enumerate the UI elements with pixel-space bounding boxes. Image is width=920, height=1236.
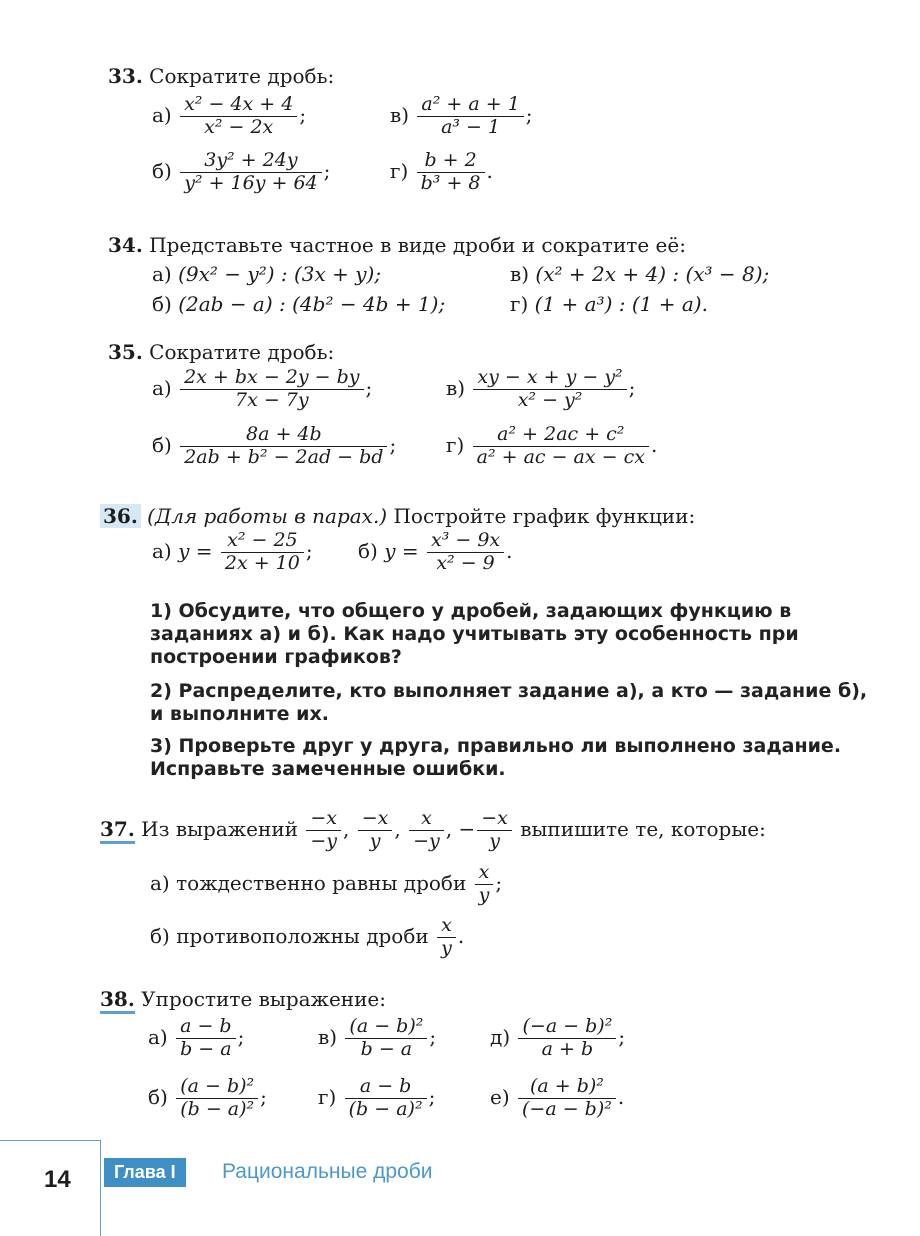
ex35-number: 35.	[108, 340, 143, 364]
item-label: б)	[152, 158, 172, 183]
item-label: е)	[490, 1084, 510, 1109]
punct: .	[617, 1084, 625, 1109]
ex36-task-2: 2) Распределите, кто выполняет задание а), а кто — задание б), и выполните их.	[150, 680, 868, 726]
fraction: $\frac{x}{y}$	[437, 915, 456, 960]
ex36-item-b	[358, 530, 512, 575]
ex37-number: 37.	[100, 817, 135, 844]
item-label: б)	[358, 538, 378, 563]
punct: .	[457, 923, 465, 948]
ex33-title: Сократите дробь:	[149, 64, 335, 88]
punct: ;	[237, 1024, 245, 1049]
item-label: в)	[510, 262, 530, 286]
item-label: г)	[318, 1084, 337, 1109]
item-label: а)	[152, 538, 172, 563]
item-label: б)	[152, 292, 172, 316]
punct: ,	[343, 816, 350, 841]
punct: ,	[445, 816, 453, 841]
ex38-item-d	[490, 1016, 625, 1061]
ex34-item-a	[152, 262, 381, 286]
punct: ;	[429, 1024, 437, 1049]
ex34-item-v	[510, 262, 769, 286]
item-label: а)	[150, 870, 170, 895]
chapter-title: Рациональные дроби	[222, 1160, 433, 1183]
punct: .	[650, 432, 658, 457]
ex36-item-a	[152, 530, 313, 575]
ex34-title: Представьте частное в виде дроби и сократите её:	[149, 233, 686, 257]
fraction: $\frac{8a + 4b}{\text{2ab + b² − 2ad − bd}}$	[180, 424, 387, 469]
ex37-item-a	[150, 862, 502, 907]
ex34-header	[108, 233, 686, 257]
punct: ;	[618, 1024, 626, 1049]
ex33-item-v	[390, 94, 533, 139]
ex34-item-g	[510, 292, 708, 316]
ex38-item-v	[318, 1016, 436, 1061]
punct: ;	[365, 375, 373, 400]
expression: (1 + a³) : (1 + a).	[534, 292, 708, 316]
fraction: $\frac{a - b}{\text{(b − a)²}}$	[345, 1076, 427, 1121]
ex35-item-b	[152, 424, 396, 469]
item-label: в)	[446, 375, 466, 400]
ex38-item-a	[148, 1016, 244, 1061]
punct: .	[506, 538, 513, 563]
punct: ;	[323, 158, 331, 183]
punct: ;	[389, 432, 397, 457]
expression: (2ab − a) : (4b² − 4b + 1);	[178, 292, 446, 316]
ex34-number: 34.	[108, 233, 143, 257]
item-label: д)	[490, 1024, 511, 1049]
item-label: в)	[318, 1024, 338, 1049]
punct: ;	[260, 1084, 267, 1109]
ex33-item-g	[390, 150, 493, 195]
fraction: $\frac{\text{(a + b)²}}{\text{(−a − b)²}}$	[518, 1076, 616, 1121]
punct: ;	[495, 870, 503, 895]
fraction: $\frac{\text{3y² + 24y}}{\text{y² + 16y + 64}}$	[180, 150, 321, 195]
fraction: $\frac{\text{x² − 25}}{2x + 10}$	[221, 530, 304, 575]
ex33-header	[108, 64, 334, 88]
fraction: $\frac{a - b}{b - a}$	[176, 1016, 236, 1061]
fraction: $\frac{-x}{y}$	[477, 808, 512, 853]
fraction: $\frac{\text{a² + 2ac + c²}}{\text{a² + ac − ax − cx}}$	[473, 424, 649, 469]
ex38-item-b	[148, 1076, 267, 1121]
item-label: а)	[148, 1024, 168, 1049]
punct: ;	[428, 1084, 436, 1109]
fraction: $\frac{b + 2}{\text{b³ + 8}}$	[417, 150, 485, 195]
ex36-header	[100, 504, 695, 528]
item-label: а)	[152, 102, 172, 127]
fraction: $\frac{\text{(−a − b)²}}{a + b}$	[518, 1016, 616, 1061]
ex33-number: 33.	[108, 64, 143, 88]
ex35-item-g	[446, 424, 657, 469]
item-label: б)	[152, 432, 172, 457]
ex38-number: 38.	[100, 987, 135, 1014]
expression: (x² + 2x + 4) : (x³ − 8);	[535, 262, 770, 286]
punct: .	[486, 158, 493, 183]
fraction: $\frac{x}{y}$	[475, 862, 494, 907]
ex36-note: (Для работы в парах.)	[147, 504, 388, 528]
item-label: б)	[150, 923, 170, 948]
fraction: $\frac{-x}{-y}$	[306, 808, 341, 853]
fraction: $\frac{2x + bx - 2y - by}{7x - 7y}$	[180, 367, 363, 412]
ex35-title: Сократите дробь:	[149, 340, 335, 364]
ex35-item-v	[446, 367, 635, 412]
fraction: $\frac{\text{x³ − 9x}}{\text{x² − 9}}$	[427, 530, 504, 575]
ex38-item-g	[318, 1076, 435, 1121]
page-number: 14	[44, 1166, 71, 1193]
ex37-item-b	[150, 915, 464, 960]
item-label: б)	[148, 1084, 168, 1109]
item-label: а)	[152, 262, 172, 286]
ex36-title: Постройте график функции:	[393, 504, 696, 528]
item-text: противоположны дроби	[176, 923, 429, 948]
ex36-task-1: 1) Обсудите, что общего у дробей, задающих функцию в заданиях а) и б). Как надо учитывать эту особенность при построении графиков?	[150, 600, 799, 669]
fraction: $\frac{\text{a² + a + 1}}{\text{a³ − 1}}$	[417, 94, 523, 139]
fraction: $\frac{\text{xy − x + y − y²}}{\text{x² − y²}}$	[473, 367, 626, 412]
item-label: в)	[390, 102, 410, 127]
punct: ;	[305, 538, 313, 563]
ex38-item-e	[490, 1076, 624, 1121]
chapter-badge: Глава I	[104, 1158, 186, 1187]
ex35-header	[108, 340, 334, 364]
ex37-outro: выпишите те, которые:	[520, 816, 766, 841]
ex33-item-a	[152, 94, 306, 139]
ex37-line	[100, 808, 766, 853]
fraction: $\frac{\text{(a − b)²}}{\text{(b − a)²}}$	[176, 1076, 258, 1121]
fraction: $\frac{-x}{y}$	[358, 808, 393, 853]
item-label: г)	[390, 158, 409, 183]
item-label: г)	[510, 292, 529, 316]
ex37-intro: Из выражений	[141, 816, 298, 841]
item-text: тождественно равны дроби	[176, 870, 467, 895]
item-label: г)	[446, 432, 465, 457]
minus-sign: −	[458, 816, 476, 841]
expression: (9x² − y²) : (3x + y);	[178, 262, 382, 286]
lhs: y =	[384, 538, 419, 563]
fraction: $\frac{\text{x² − 4x + 4}}{\text{x² − 2x}}$	[180, 94, 297, 139]
item-label: а)	[152, 375, 172, 400]
ex38-header	[100, 987, 386, 1011]
lhs: y =	[178, 538, 213, 563]
fraction: $\frac{x}{-y}$	[409, 808, 444, 853]
punct: ;	[525, 102, 533, 127]
punct: ;	[628, 375, 636, 400]
punct: ,	[394, 816, 401, 841]
ex35-item-a	[152, 367, 372, 412]
punct: ;	[299, 102, 307, 127]
ex33-item-b	[152, 150, 330, 195]
ex34-item-b	[152, 292, 445, 316]
fraction: $\frac{\text{(a − b)²}}{b - a}$	[345, 1016, 427, 1061]
ex36-task-3: 3) Проверьте друг у друга, правильно ли выполнено задание. Исправьте замеченные ошибки.	[150, 735, 842, 781]
ex36-number: 36.	[100, 504, 141, 528]
ex38-title: Упростите выражение:	[141, 987, 387, 1011]
